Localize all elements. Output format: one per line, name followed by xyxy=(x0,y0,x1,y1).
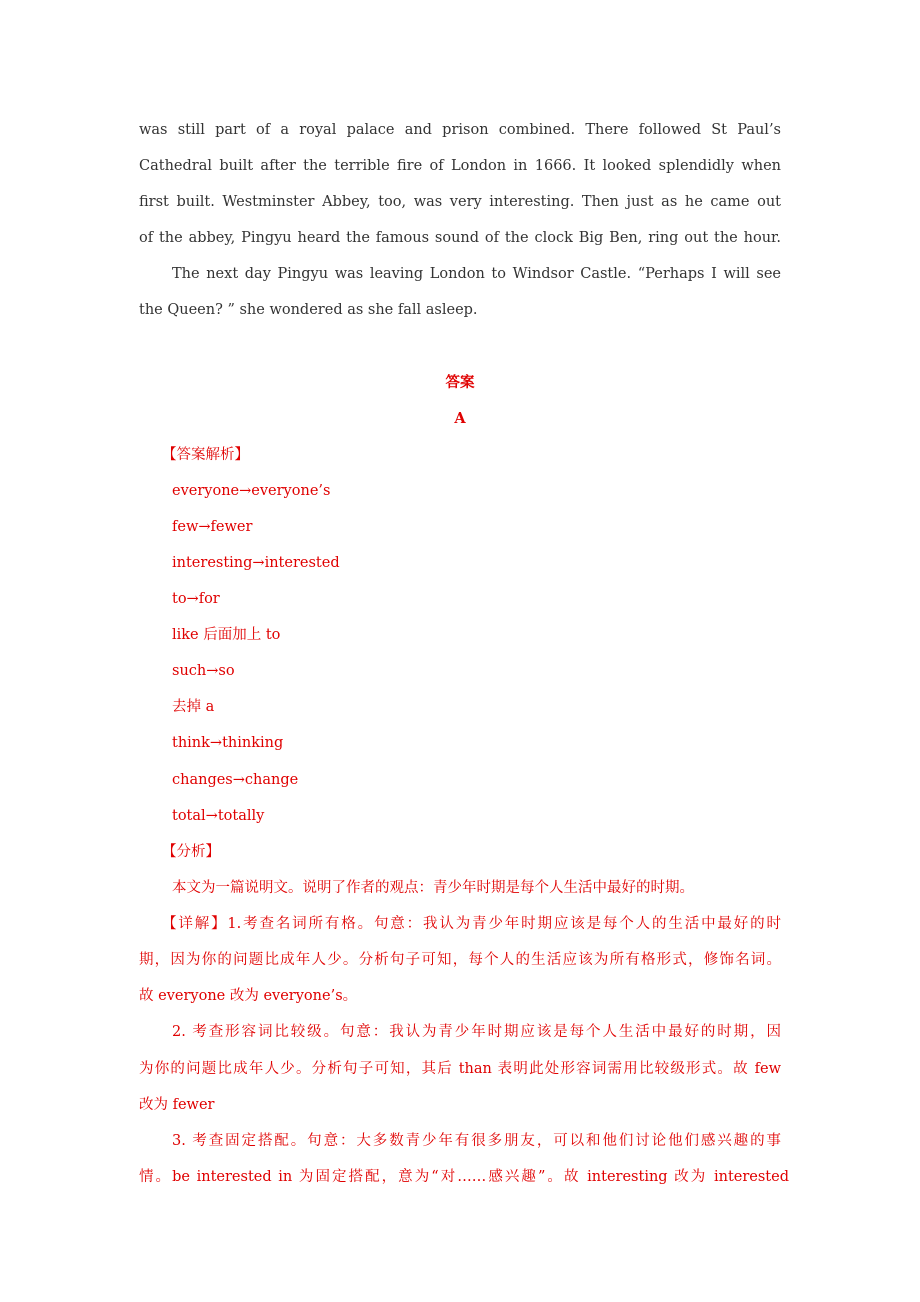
detail-line: 故 everyone 改为 everyone’s。 xyxy=(139,988,358,1004)
explain-heading: 【答案解析】 xyxy=(162,447,249,463)
detail-line: 改为 fewer xyxy=(139,1097,215,1113)
passage-line: of the abbey, Pingyu heard the famous sound of the clock Big Ben, ring out the hour. xyxy=(139,230,781,246)
passage-line: was still part of a royal palace and prison combined. There followed St Paul’s xyxy=(139,122,781,138)
passage-line: Cathedral built after the terrible fire of London in 1666. It looked splendidly when xyxy=(139,158,781,174)
detail-line: 3. 考查固定搭配。句意：大多数青少年有很多朋友，可以和他们讨论他们感兴趣的事 xyxy=(172,1133,781,1149)
passage-line: first built. Westminster Abbey, too, was very interesting. Then just as he came out xyxy=(139,194,781,210)
passage-line: The next day Pingyu was leaving London to Windsor Castle. “Perhaps I will see xyxy=(172,266,781,282)
correction: think→thinking xyxy=(172,735,284,751)
analysis-heading: 【分析】 xyxy=(162,844,220,860)
correction: interesting→interested xyxy=(172,555,340,571)
detail-line: 2. 考查形容词比较级。句意：我认为青少年时期应该是每个人生活中最好的时期，因 xyxy=(172,1024,781,1040)
detail-line: 【详解】1.考查名词所有格。句意：我认为青少年时期应该是每个人的生活中最好的时 xyxy=(162,916,781,932)
detail-line: 为你的问题比成年人少。分析句子可知，其后 than 表明此处形容词需用比较级形式。故 few xyxy=(139,1061,781,1077)
detail-line: 期，因为你的问题比成年人少。分析句子可知，每个人的生活应该为所有格形式，修饰名词。 xyxy=(139,952,781,968)
correction: 去掉 a xyxy=(172,699,215,715)
correction: such→so xyxy=(172,663,235,679)
correction: everyone→everyone’s xyxy=(172,483,331,499)
correction: changes→change xyxy=(172,772,299,788)
answer-title: 答案 xyxy=(445,374,475,391)
correction: few→fewer xyxy=(172,519,253,535)
detail-line: 情。be interested in 为固定搭配，意为“对……感兴趣”。故 interesting 改为 interested xyxy=(139,1169,789,1185)
analysis-text: 本文为一篇说明文。说明了作者的观点：青少年时期是每个人生活中最好的时期。 xyxy=(172,880,694,896)
correction: total→totally xyxy=(172,808,265,824)
correction: like 后面加上 to xyxy=(172,627,281,643)
correction: to→for xyxy=(172,591,220,607)
answer-section: A xyxy=(454,410,466,427)
passage-line: the Queen? ” she wondered as she fall asleep. xyxy=(139,302,478,318)
